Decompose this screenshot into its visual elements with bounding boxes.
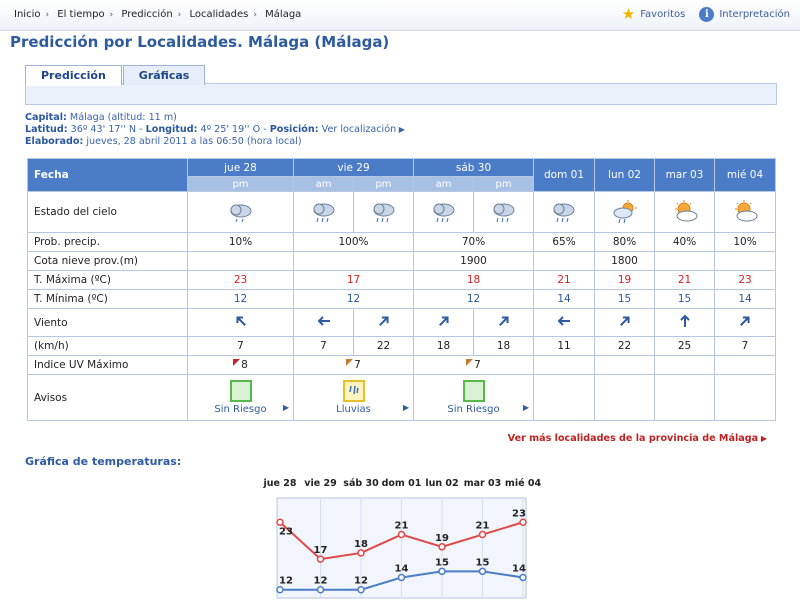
data-point [318,556,324,562]
arrow-west-icon [294,309,354,337]
uv-cell [595,356,655,375]
data-label: 14 [394,563,409,575]
breadcrumb-separator: › [253,10,257,20]
no-risk-icon [463,380,485,402]
uv-row [28,356,776,375]
data-point [439,568,445,574]
forecast-table [27,158,776,421]
row-label: Avisos [28,375,188,421]
day-header: dom 01 [534,159,595,192]
tab-graficas[interactable]: Gráficas [123,65,206,85]
cota-value [655,252,715,271]
uv-cell [534,356,595,375]
arrow-west-icon [534,309,595,337]
tmin-value: 12 [294,290,414,309]
capital-label: Capital: [25,112,67,123]
period-header: am [414,177,474,192]
row-label: T. Mínima (ºC) [28,290,188,309]
data-point [520,519,526,525]
temperature-chart [250,472,550,600]
graph-title: Gráfica de temperaturas: [25,455,182,468]
location-info: Capital: Málaga (altitud: 11 m) Latitud: 36º 43' 17'' N - Longitud: 4º 25' 19'' O - Posición: Ver localización ▶ Elaborado: jueves, 28 abril 2011 a las 06:50 (hora local) [25,112,405,147]
row-label: (km/h) [28,337,188,356]
triangle-right-icon: ▶ [402,403,410,412]
uv-flag-icon [466,359,473,366]
wind-speed-value: 7 [715,337,776,356]
aviso-cell [655,375,715,421]
aviso-label: Lluvias [336,404,371,415]
aviso-cell [534,375,595,421]
breadcrumb-el-tiempo[interactable]: El tiempo [57,9,105,20]
data-point [399,574,405,580]
data-label: 19 [435,532,449,544]
tmin-value: 15 [595,290,655,309]
wind-speed-value: 25 [655,337,715,356]
arrow-north-icon [655,309,715,337]
precip-value: 70% [414,233,534,252]
cloud-rain-icon [294,192,354,233]
precip-value: 40% [655,233,715,252]
wind-speed-value: 22 [354,337,414,356]
precip-row [28,233,776,252]
data-label: 23 [512,508,526,520]
ver-localizacion-label: Ver localización [321,124,397,135]
data-label: 18 [354,538,368,550]
data-point [480,532,486,538]
cloud-rain-icon [534,192,595,233]
day-header: sáb 30 [414,159,534,177]
tmax-row [28,271,776,290]
sun-cloud-icon [715,192,776,233]
day-header: jue 28 [188,159,294,177]
tmin-row [28,290,776,309]
latitud-value: 36º 43' 17'' N [70,124,137,135]
top-bar [0,0,800,31]
precip-value: 65% [534,233,595,252]
cota-value: 1800 [595,252,655,271]
rain-warning-icon [343,380,365,402]
posicion-label: Posición: [269,124,319,135]
data-point [399,532,405,538]
favoritos-label: Favoritos [640,9,686,20]
data-point [318,587,324,593]
period-header: am [294,177,354,192]
avisos-row [28,375,776,421]
aviso-cell[interactable] [414,375,534,421]
data-label: 14 [512,563,526,575]
data-label: 23 [279,526,293,538]
day-header: vie 29 [294,159,414,177]
sky-row [28,192,776,233]
x-tick-label: sáb 30 [343,478,379,489]
wind-speed-value: 7 [294,337,354,356]
tmin-value: 14 [715,290,776,309]
breadcrumb-current: Málaga [265,9,302,20]
data-point [277,519,283,525]
data-point [358,587,364,593]
arrow-northwest-icon [188,309,294,337]
x-tick-label: dom 01 [381,478,422,489]
tmax-value: 19 [595,271,655,290]
x-tick-label: mié 04 [504,478,542,489]
data-point [439,544,445,550]
data-point [277,587,283,593]
data-label: 15 [435,557,449,569]
wind-speed-row [28,337,776,356]
no-risk-icon [230,380,252,402]
wind-speed-value: 7 [188,337,294,356]
aviso-cell[interactable] [294,375,414,421]
arrow-northeast-icon [414,309,474,337]
tmax-value: 23 [715,271,776,290]
data-label: 21 [475,520,490,532]
tab-prediccion[interactable]: Predicción [25,65,122,86]
data-point [480,568,486,574]
latitud-label: Latitud: [25,124,68,135]
precip-value: 10% [715,233,776,252]
wind-dir-row [28,309,776,337]
data-point [358,550,364,556]
row-label: Viento [28,309,188,337]
tmin-value: 12 [414,290,534,309]
tmin-value: 15 [655,290,715,309]
tmax-value: 23 [188,271,294,290]
uv-cell [655,356,715,375]
elaborado-label: Elaborado: [25,136,84,147]
elaborado-value: jueves, 28 abril 2011 a las 06:50 (hora local) [86,136,302,147]
data-label: 21 [394,520,409,532]
breadcrumb-separator: › [177,10,182,20]
triangle-right-icon: ▶ [758,434,767,443]
data-label: 17 [313,545,328,557]
period-header: pm [474,177,534,192]
period-header: pm [354,177,414,192]
x-tick-label: vie 29 [304,478,337,489]
capital-value: Málaga (altitud: 11 m) [69,112,177,123]
aviso-cell [595,375,655,421]
day-header: mié 04 [715,159,776,192]
tmax-value: 18 [414,271,534,290]
aviso-label: Sin Riesgo [447,404,500,415]
arrow-northeast-icon [354,309,414,337]
uv-value: 7 [354,359,361,371]
data-label: 12 [354,575,368,587]
cloud-rain-icon [414,192,474,233]
favoritos-link[interactable] [622,7,686,22]
cloud-rain-icon [474,192,534,233]
data-label: 12 [279,575,293,587]
cloud-light-rain-icon [188,192,294,233]
day-header: lun 02 [595,159,655,192]
uv-cell [715,356,776,375]
tmin-value: 14 [534,290,595,309]
cota-row [28,252,776,271]
sun-cloud-rain-icon [595,192,655,233]
info-icon: i [699,7,714,22]
tmax-value: 17 [294,271,414,290]
ver-localizacion-link[interactable] [322,124,405,135]
precip-value: 100% [294,233,414,252]
uv-value: 7 [474,359,481,371]
tmin-value: 12 [188,290,294,309]
breadcrumb-separator: › [109,10,114,20]
star-icon: ★ [621,5,636,23]
wind-speed-value: 18 [414,337,474,356]
more-localities-link[interactable] [508,433,767,444]
day-header: mar 03 [655,159,715,192]
wind-speed-value: 18 [474,337,534,356]
row-label: Prob. precip. [28,233,188,252]
data-label: 12 [313,575,328,587]
wind-speed-value: 22 [595,337,655,356]
interpretacion-link[interactable] [699,7,790,22]
x-tick-label: mar 03 [463,478,502,489]
tab-panel-bar [25,83,777,105]
x-tick-label: jue 28 [263,478,297,489]
cota-value [294,252,414,271]
breadcrumb [14,9,301,20]
aviso-cell[interactable] [188,375,294,421]
cota-value [715,252,776,271]
arrow-northeast-icon [715,309,776,337]
tmax-value: 21 [534,271,595,290]
aviso-label: Sin Riesgo [214,404,267,415]
uv-cell [188,356,294,375]
breadcrumb-prediccion[interactable]: Predicción [121,9,173,20]
page-title: Predicción por Localidades. Málaga (Málaga) [10,33,390,51]
breadcrumb-separator: › [45,10,50,20]
triangle-right-icon: ▶ [282,403,289,412]
aviso-cell [715,375,776,421]
row-label: Indice UV Máximo [28,356,188,375]
top-links [622,7,790,22]
fecha-header: Fecha [28,159,188,192]
period-header: pm [188,177,294,192]
longitud-label: Longitud: [145,124,198,135]
x-tick-label: lun 02 [425,478,459,489]
sun-cloud-icon [655,192,715,233]
interpretacion-label: Interpretación [719,9,790,20]
uv-value: 8 [241,359,248,371]
tmax-value: 21 [655,271,715,290]
cota-value [188,252,294,271]
row-label: Cota nieve prov.(m) [28,252,188,271]
cota-value [534,252,595,271]
uv-flag-icon [233,359,240,366]
arrow-northeast-icon [474,309,534,337]
longitud-value: 4º 25' 19'' O [200,124,261,135]
cota-value: 1900 [414,252,534,271]
data-point [520,574,526,580]
arrow-northeast-icon [595,309,655,337]
tabs [25,65,206,86]
uv-cell [414,356,534,375]
cloud-rain-icon [354,192,414,233]
more-localities-label: Ver más localidades de la provincia de Málaga [507,433,759,444]
row-label: Estado del cielo [28,192,188,233]
triangle-right-icon: ▶ [396,125,405,134]
data-label: 15 [475,557,490,569]
wind-speed-value: 11 [534,337,595,356]
triangle-right-icon: ▶ [522,403,530,412]
row-label: T. Máxima (ºC) [28,271,188,290]
breadcrumb-localidades[interactable]: Localidades [189,9,249,20]
breadcrumb-inicio[interactable]: Inicio [14,9,41,20]
uv-flag-icon [346,359,353,366]
precip-value: 10% [188,233,294,252]
precip-value: 80% [595,233,655,252]
uv-cell [294,356,414,375]
